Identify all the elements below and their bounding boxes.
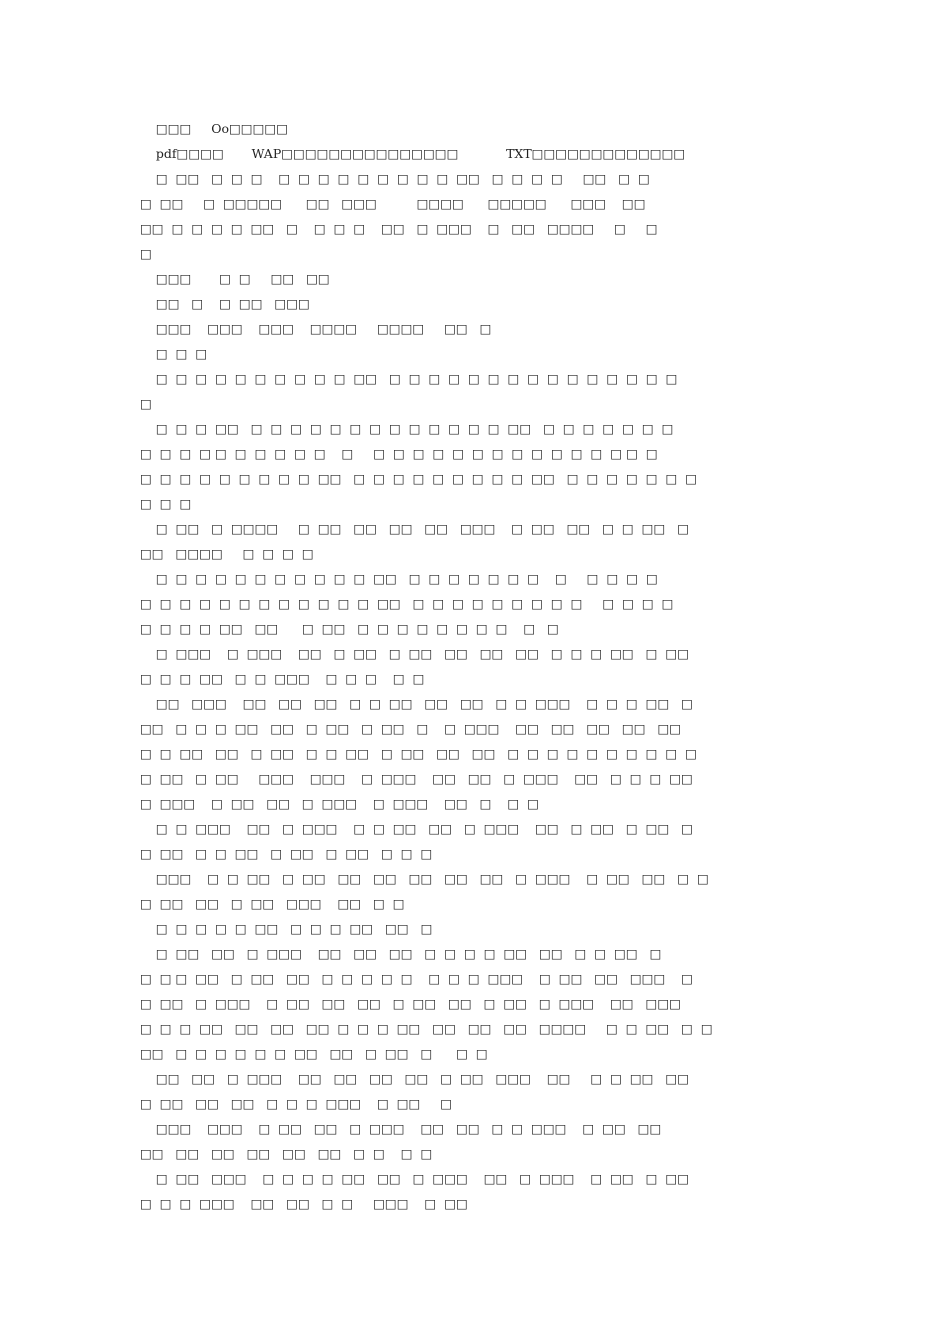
text-line: □ □ □ □□ □ □ □ □ □ □ □ □ □ □ □ □ □ □□ □ □ □ □ □ □ □ [140, 421, 674, 436]
text-line: □ □ □ □ □□ □□ □ □□ □ □ □ □ □ □ □ □ □ □ [140, 621, 559, 636]
text-line: pdf□□□□ WAP□□□□□□□□□□□□□□□ TXT□□□□□□□□□□□□□ [140, 146, 686, 161]
text-line: □ □□ □□ □□ □ □ □ □□□ □ □□ □ [140, 1096, 453, 1111]
text-line: □ □□ □ □ □□ □ □□ □ □□ □ □ □ [140, 846, 433, 861]
document-page [140, 116, 812, 1216]
text-line: □ □□ □ □□□ □ □□ □□ □□ □ □□ □□ □ □□ □ □□□ □□ □□□ [140, 996, 681, 1011]
text-line: □□ □□ □□ □□ □□ □□ □ □ □ □ [140, 1146, 433, 1161]
text-line: □ □ □ □ □ □ □ □ □ □ □ □ □ □ □ □ □ □ □ □ □ □ □ □ □ □ [140, 446, 658, 461]
text-line: □ □□ □ □□□□□ □□ □□□ □□□□ □□□□□ □□□ □□ [140, 196, 646, 211]
text-line: □ □□ □ □□□□ □ □□ □□ □□ □□ □□□ □ □□ □□ □ □ □□ □ [140, 521, 690, 536]
text-line: □ □ □ □ □ □ □ □ □ □ □□ □ □ □ □ □ □ □ □ □ □ □ □ □ □ □ [140, 371, 678, 386]
text-line: □ □□ □ □ □ □ □ □ □ □ □ □ □ □ □□ □ □ □ □ □□ □ □ [140, 171, 650, 186]
text-line: □□ □□ □ □□□ □□ □□ □□ □□ □ □□ □□□ □□ □ □ □□ □□ [140, 1071, 690, 1086]
text-line: □ □ □□ □□ □ □□ □ □ □□ □ □□ □□ □□ □ □ □ □ □ □ □ □ □ □ [140, 746, 697, 761]
text-line: □□□ □□□ □□□ □□□□ □□□□ □□ □ [140, 321, 492, 336]
text-line: □ □ □ □□□ □□ □□ □ □ □□□ □ □□ [140, 1196, 468, 1211]
text-line: □ □ □ [140, 346, 208, 361]
text-line: □ [140, 396, 152, 411]
text-line: □□ □ □ □ □□ □□ □ □□ □ □□ □ □ □□□ □□ □□ □□ □□ □□ [140, 721, 682, 736]
text-line: □ □□ □□ □ □□□ □□ □□ □□ □ □ □ □ □□ □□ □ □ □□ □ [140, 946, 662, 961]
text-line: □ □□ □ □□ □□□ □□□ □ □□□ □□ □□ □ □□□ □□ □ □ □ □□ [140, 771, 693, 786]
text-line: □ □ □ □ □ □ □ □ □ □ □ □□ □ □ □ □ □ □ □ □ □ □ □ □ [140, 571, 658, 586]
text-line: □ □ □ [140, 496, 192, 511]
text-line: □□ □ □ □ □ □ □ □□ □□ □ □□ □ □ □ [140, 1046, 488, 1061]
text-line: □ □ □ □□ □ □ □□□ □ □ □ □ □ [140, 671, 425, 686]
text-line: □□□ □ □ □□ □ □□ □□ □□ □□ □□ □□ □ □□□ □ □□ □□ □ □ [140, 871, 709, 886]
text-line: □ □ □□□ □□ □ □□□ □ □ □□ □□ □ □□□ □□ □ □□ □ □□ □ [140, 821, 693, 836]
text-line: □ □□ □□□ □ □ □ □ □□ □□ □ □□□ □□ □ □□□ □ □□ □ □□ [140, 1171, 690, 1186]
text-line: □□□ Oo□□□□□ [140, 121, 289, 136]
text-line: □□ □ □ □□ □□□ [140, 296, 310, 311]
text-line: □ □ □ □□ □□ □□ □□ □ □ □ □□ □□ □□ □□ □□□□ □ □ □□ □ □ [140, 1021, 713, 1036]
text-line: □□ □ □ □ □ □□ □ □ □ □ □□ □ □□□ □ □□ □□□□ □ □ [140, 221, 658, 236]
text-line: □□□ □□□ □ □□ □□ □ □□□ □□ □□ □ □ □□□ □ □□ □□ [140, 1121, 662, 1136]
text-line: □ □ □ □ □ □□ □ □ □ □□ □□ □ [140, 921, 433, 936]
text-line: □ □□ □□ □ □□ □□□ □□ □ □ [140, 896, 405, 911]
text-line: □□□ □ □ □□ □□ [140, 271, 330, 286]
text-line: □ □ □ □ □ □ □ □ □ □ □ □ □□ □ □ □ □ □ □ □ □ □ □ □ □ □ [140, 596, 674, 611]
text-line: □ □□□ □ □□□ □□ □ □□ □ □□ □□ □□ □□ □ □ □ □□ □ □□ [140, 646, 690, 661]
text-line: □ □ □ □ □ □ □ □ □ □□ □ □ □ □ □ □ □ □ □ □□ □ □ □ □ □ □ □ [140, 471, 698, 486]
text-line: □□ □□□□ □ □ □ □ [140, 546, 314, 561]
text-line: □ □□□ □ □□ □□ □ □□□ □ □□□ □□ □ □ □ [140, 796, 539, 811]
text-line: □ [140, 246, 152, 261]
text-line: □ □ □ □□ □ □□ □□ □ □ □ □ □ □ □ □ □□□ □ □□ □□ □□□ □ [140, 971, 693, 986]
text-line: □□ □□□ □□ □□ □□ □ □ □□ □□ □□ □ □ □□□ □ □ □ □□ □ [140, 696, 693, 711]
